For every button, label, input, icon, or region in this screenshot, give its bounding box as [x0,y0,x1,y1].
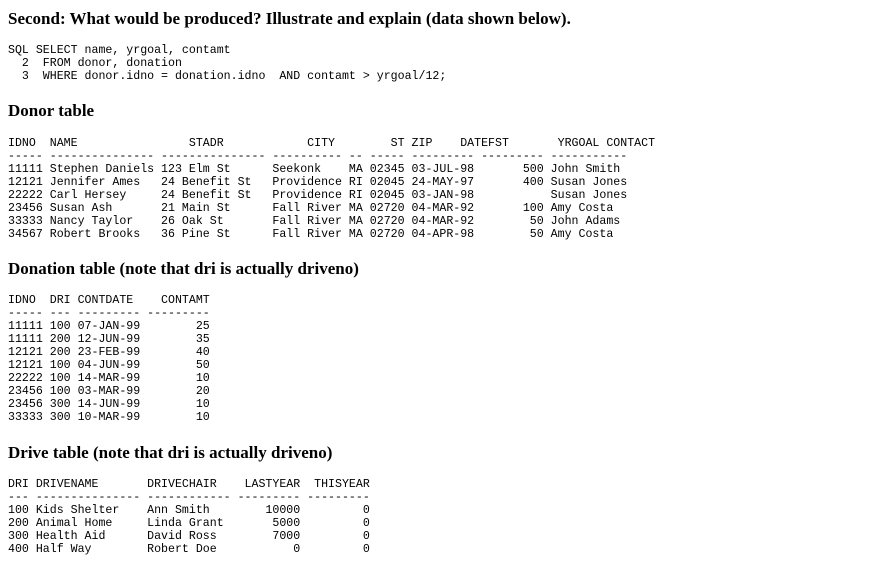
sql-query [8,44,446,83]
table-row: 200 Animal Home Linda Grant 5000 0 [8,517,370,530]
sql-line: 2 FROM donor, donation [8,57,182,70]
donor-table [8,137,655,241]
table-row: 33333 300 10-MAR-99 10 [8,411,210,424]
table-row: 12121 200 23-FEB-99 40 [8,346,210,359]
table-row: 400 Half Way Robert Doe 0 0 [8,543,370,556]
table-row: 34567 Robert Brooks 36 Pine St Fall River MA 02720 04-APR-98 50 Amy Costa [8,228,614,241]
table-rule: ----- --------------- --------------- ---------- -- ----- --------- --------- ----------- [8,150,628,163]
donation-table-heading: Donation table (note that dri is actually driveno) [8,259,359,278]
table-row: 11111 Stephen Daniels 123 Elm St Seekonk MA 02345 03-JUL-98 500 John Smith [8,163,621,176]
table-row: 11111 100 07-JAN-99 25 [8,320,210,333]
drive-table-heading: Drive table (note that dri is actually driveno) [8,443,333,462]
table-row: 11111 200 12-JUN-99 35 [8,333,210,346]
table-rule: ----- --- --------- --------- [8,307,210,320]
sql-line: 3 WHERE donor.idno = donation.idno AND contamt > yrgoal/12; [8,70,447,83]
table-header: IDNO DRI CONTDATE CONTAMT [8,294,210,307]
table-row: 22222 Carl Hersey 24 Benefit St Providence RI 02045 03-JAN-98 Susan Jones [8,189,628,202]
table-row: 33333 Nancy Taylor 26 Oak St Fall River MA 02720 04-MAR-92 50 John Adams [8,215,621,228]
table-row: 12121 Jennifer Ames 24 Benefit St Providence RI 02045 24-MAY-97 400 Susan Jones [8,176,628,189]
table-header: IDNO NAME STADR CITY ST ZIP DATEFST YRGOAL CONTACT [8,137,656,150]
donor-table-heading: Donor table [8,101,95,120]
table-row: 12121 100 04-JUN-99 50 [8,359,210,372]
table-row: 23456 100 03-MAR-99 20 [8,385,210,398]
table-row: 300 Health Aid David Ross 7000 0 [8,530,370,543]
table-row: 22222 100 14-MAR-99 10 [8,372,210,385]
drive-table [8,478,370,556]
table-row: 100 Kids Shelter Ann Smith 10000 0 [8,504,370,517]
table-row: 23456 300 14-JUN-99 10 [8,398,210,411]
question-heading: Second: What would be produced? Illustrate and explain (data shown below). [8,9,571,28]
table-header: DRI DRIVENAME DRIVECHAIR LASTYEAR THISYEAR [8,478,370,491]
table-rule: --- --------------- ------------ --------- --------- [8,491,370,504]
donation-table [8,294,210,424]
sql-line: SQL SELECT name, yrgoal, contamt [8,44,231,57]
table-row: 23456 Susan Ash 21 Main St Fall River MA 02720 04-MAR-92 100 Amy Costa [8,202,614,215]
